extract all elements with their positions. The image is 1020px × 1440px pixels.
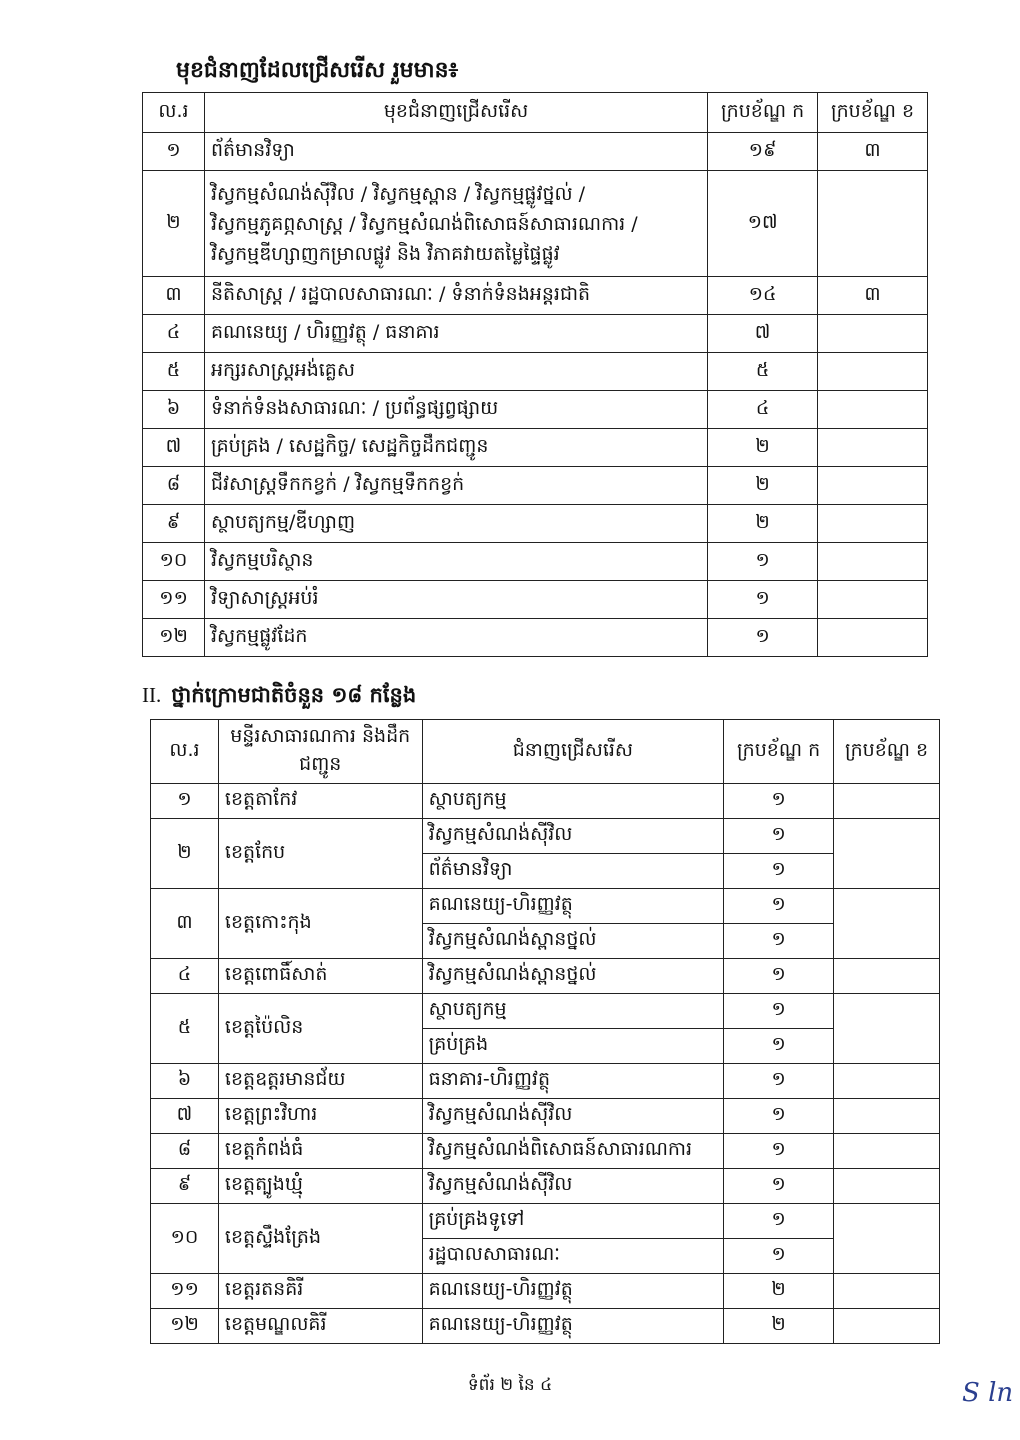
table-row	[151, 1064, 940, 1099]
skill-name: ទំនាក់ទំនងសាធារណៈ / ប្រព័ន្ធផ្សព្វផ្សាយ	[204, 391, 707, 429]
row-number: ៧	[151, 1099, 219, 1134]
table-row	[151, 959, 940, 994]
skill-name: គណនេយ្យ / ហិរញ្ញវត្ថុ / ធនាគារ	[204, 315, 707, 353]
column-header-framework-a: ក្របខ័ណ្ឌ ក	[724, 720, 834, 784]
province-name: ខេត្តស្ទឹងត្រែង	[218, 1204, 422, 1274]
framework-a-count: ១	[724, 1169, 834, 1204]
province-name: ខេត្តមណ្ឌលគិរី	[218, 1309, 422, 1344]
framework-b-count	[834, 994, 940, 1064]
table-row	[143, 467, 928, 505]
row-number: ១	[151, 784, 219, 819]
row-number: ៨	[151, 1134, 219, 1169]
province-name: ខេត្តរតនគិរី	[218, 1274, 422, 1309]
table-row	[143, 133, 928, 171]
province-name: ខេត្តកែប	[218, 819, 422, 889]
row-number: ៩	[143, 505, 205, 543]
province-name: ខេត្តកោះកុង	[218, 889, 422, 959]
section-heading: មុខជំនាញដែលជ្រើសរើស រួមមាន៖	[176, 57, 459, 83]
framework-b-count	[818, 619, 928, 657]
table-header-row	[143, 93, 928, 133]
framework-b-count	[834, 1274, 940, 1309]
column-header-framework-b: ក្របខ័ណ្ឌ ខ	[818, 93, 928, 133]
framework-b-count: ៣	[818, 133, 928, 171]
framework-b-count	[834, 1134, 940, 1169]
province-name: ខេត្តពោធិ៍សាត់	[218, 959, 422, 994]
handwritten-initials: S ln	[962, 1378, 1014, 1408]
skill-name: វិស្វកម្មសំណង់ស៊ីវិល / វិស្វកម្មស្ពាន / វិស្វកម្មផ្លូវថ្នល់ / វិស្វកម្មភូគព្ភសាស្ត្រ / វិស្វកម្មសំណង់ពិសោធន៍សាធារណការ / វិស្វកម្មឌីហ្សាញកម្រាលផ្លូវ និង វិភាគវាយតម្លៃផ្ទៃផ្លូវ	[204, 171, 707, 277]
skill-name: គណនេយ្យ-ហិរញ្ញវត្ថុ	[422, 889, 724, 924]
table-row	[143, 581, 928, 619]
framework-b-count	[818, 391, 928, 429]
table-row	[151, 1169, 940, 1204]
row-number: ៩	[151, 1169, 219, 1204]
framework-a-count: ២	[708, 467, 818, 505]
row-number: ១០	[151, 1204, 219, 1274]
table-row	[151, 1274, 940, 1309]
skill-name: ព័ត៌មានវិទ្យា	[204, 133, 707, 171]
framework-b-count: ៣	[818, 277, 928, 315]
framework-a-count: ១៧	[708, 171, 818, 277]
framework-b-count	[834, 784, 940, 819]
skill-name: រដ្ឋបាលសាធារណៈ	[422, 1239, 724, 1274]
table-row	[151, 994, 940, 1029]
column-header-no: ល.រ	[143, 93, 205, 133]
skill-name: វិស្វកម្មផ្លូវដែក	[204, 619, 707, 657]
section-heading-2	[142, 682, 416, 713]
framework-b-count	[818, 353, 928, 391]
skill-name: អក្សរសាស្ត្រអង់គ្លេស	[204, 353, 707, 391]
framework-a-count: ៤	[708, 391, 818, 429]
framework-b-count	[818, 505, 928, 543]
skill-name: វិស្វកម្មសំណង់ស៊ីវិល	[422, 1099, 724, 1134]
framework-b-count	[834, 1204, 940, 1274]
framework-a-count: ២	[708, 429, 818, 467]
framework-a-count: ២	[724, 1274, 834, 1309]
province-name: ខេត្តកំពង់ធំ	[218, 1134, 422, 1169]
framework-a-count: ១	[724, 784, 834, 819]
table-row	[143, 353, 928, 391]
table-row	[151, 1309, 940, 1344]
framework-a-count: ១	[724, 924, 834, 959]
framework-b-count	[834, 959, 940, 994]
skill-name: ស្ថាបត្យកម្ម	[422, 994, 724, 1029]
framework-a-count: ១	[724, 1239, 834, 1274]
table-row	[151, 1134, 940, 1169]
table-row	[143, 277, 928, 315]
table-row	[151, 1204, 940, 1239]
province-name: ខេត្តឧត្តរមានជ័យ	[218, 1064, 422, 1099]
row-number: ៣	[143, 277, 205, 315]
skill-name: ជីវសាស្ត្រទឹកកខ្វក់ / វិស្វកម្មទឹកកខ្វក់	[204, 467, 707, 505]
framework-a-count: ៥	[708, 353, 818, 391]
row-number: ១២	[151, 1309, 219, 1344]
table-row	[143, 315, 928, 353]
framework-a-count: ១	[724, 854, 834, 889]
framework-a-count: ១	[724, 994, 834, 1029]
framework-a-count: ១	[724, 1204, 834, 1239]
row-number: ៤	[151, 959, 219, 994]
table-row	[143, 505, 928, 543]
framework-b-count	[834, 1309, 940, 1344]
skill-name: ស្ថាបត្យកម្ម/ឌីហ្សាញ	[204, 505, 707, 543]
framework-b-count	[834, 819, 940, 889]
row-number: ៥	[151, 994, 219, 1064]
skill-name: នីតិសាស្ត្រ / រដ្ឋបាលសាធារណៈ / ទំនាក់ទំនងអន្តរជាតិ	[204, 277, 707, 315]
table-row	[151, 889, 940, 924]
table-header-row	[151, 720, 940, 784]
framework-a-count: ១	[708, 619, 818, 657]
skill-name: វិស្វកម្មសំណង់ស្ពានថ្នល់	[422, 924, 724, 959]
framework-b-count	[834, 1064, 940, 1099]
row-number: ៤	[143, 315, 205, 353]
skill-name: គណនេយ្យ-ហិរញ្ញវត្ថុ	[422, 1309, 724, 1344]
section-title: ថ្នាក់ក្រោមជាតិចំនួន ១៨ កន្លែង	[171, 682, 417, 707]
row-number: ៦	[143, 391, 205, 429]
table-row	[143, 619, 928, 657]
framework-a-count: ២	[708, 505, 818, 543]
table-row	[151, 1099, 940, 1134]
page-number: ទំព័រ ២ នៃ ៤	[467, 1375, 553, 1395]
framework-a-count: ១	[724, 1099, 834, 1134]
province-name: ខេត្តត្បូងឃ្មុំ	[218, 1169, 422, 1204]
skill-name: វិស្វកម្មសំណង់ស្ពានថ្នល់	[422, 959, 724, 994]
skills-table	[142, 92, 928, 657]
column-header-framework-b: ក្របខ័ណ្ឌ ខ	[834, 720, 940, 784]
provincial-table	[150, 719, 940, 1344]
skill-name: គ្រប់គ្រង / សេដ្ឋកិច្ច/ សេដ្ឋកិច្ចដឹកជញ្ជូន	[204, 429, 707, 467]
column-header-skill: ជំនាញជ្រើសរើស	[422, 720, 724, 784]
framework-b-count	[818, 171, 928, 277]
skill-name: វិស្វកម្មសំណង់ស៊ីវិល	[422, 1169, 724, 1204]
skill-name: ព័ត៌មានវិទ្យា	[422, 854, 724, 889]
framework-a-count: ១	[708, 581, 818, 619]
skill-name: វិស្វកម្មបរិស្ថាន	[204, 543, 707, 581]
framework-b-count	[834, 1169, 940, 1204]
framework-b-count	[818, 543, 928, 581]
skill-name: គ្រប់គ្រង	[422, 1029, 724, 1064]
skill-name: គណនេយ្យ-ហិរញ្ញវត្ថុ	[422, 1274, 724, 1309]
framework-a-count: ១	[724, 1134, 834, 1169]
table-row	[143, 429, 928, 467]
row-number: ១១	[151, 1274, 219, 1309]
row-number: ១	[143, 133, 205, 171]
column-header-department: មន្ទីរសាធារណការ និងដឹកជញ្ជូន	[218, 720, 422, 784]
framework-a-count: ១	[724, 889, 834, 924]
skill-name: វិស្វកម្មសំណង់ពិសោធន៍សាធារណការ	[422, 1134, 724, 1169]
framework-a-count: ១	[724, 1064, 834, 1099]
row-number: ១២	[143, 619, 205, 657]
framework-b-count	[818, 315, 928, 353]
framework-a-count: ១	[708, 543, 818, 581]
row-number: ២	[143, 171, 205, 277]
skill-name: ធនាគារ-ហិរញ្ញវត្ថុ	[422, 1064, 724, 1099]
framework-b-count	[818, 581, 928, 619]
row-number: ៥	[143, 353, 205, 391]
framework-a-count: ១៩	[708, 133, 818, 171]
row-number: ២	[151, 819, 219, 889]
framework-a-count: ១៤	[708, 277, 818, 315]
table-row	[151, 784, 940, 819]
framework-b-count	[818, 429, 928, 467]
skill-name: ស្ថាបត្យកម្ម	[422, 784, 724, 819]
table-row	[151, 819, 940, 854]
framework-b-count	[834, 1099, 940, 1134]
framework-a-count: ១	[724, 959, 834, 994]
framework-a-count: ១	[724, 1029, 834, 1064]
framework-a-count: ១	[724, 819, 834, 854]
skill-name: វិទ្យាសាស្ត្រអប់រំ	[204, 581, 707, 619]
column-header-no: ល.រ	[151, 720, 219, 784]
row-number: ១១	[143, 581, 205, 619]
province-name: ខេត្តព្រះវិហារ	[218, 1099, 422, 1134]
row-number: ៧	[143, 429, 205, 467]
row-number: ៨	[143, 467, 205, 505]
framework-a-count: ២	[724, 1309, 834, 1344]
row-number: ៣	[151, 889, 219, 959]
column-header-framework-a: ក្របខ័ណ្ឌ ក	[708, 93, 818, 133]
column-header-skill: មុខជំនាញជ្រើសរើស	[204, 93, 707, 133]
section-number: II.	[142, 683, 162, 707]
skill-name: វិស្វកម្មសំណង់ស៊ីវិល	[422, 819, 724, 854]
framework-a-count: ៧	[708, 315, 818, 353]
framework-b-count	[818, 467, 928, 505]
province-name: ខេត្តតាកែវ	[218, 784, 422, 819]
row-number: ៦	[151, 1064, 219, 1099]
skill-name: គ្រប់គ្រងទូទៅ	[422, 1204, 724, 1239]
province-name: ខេត្តប៉ៃលិន	[218, 994, 422, 1064]
framework-b-count	[834, 889, 940, 959]
table-row	[143, 171, 928, 277]
table-row	[143, 391, 928, 429]
table-row	[143, 543, 928, 581]
row-number: ១០	[143, 543, 205, 581]
